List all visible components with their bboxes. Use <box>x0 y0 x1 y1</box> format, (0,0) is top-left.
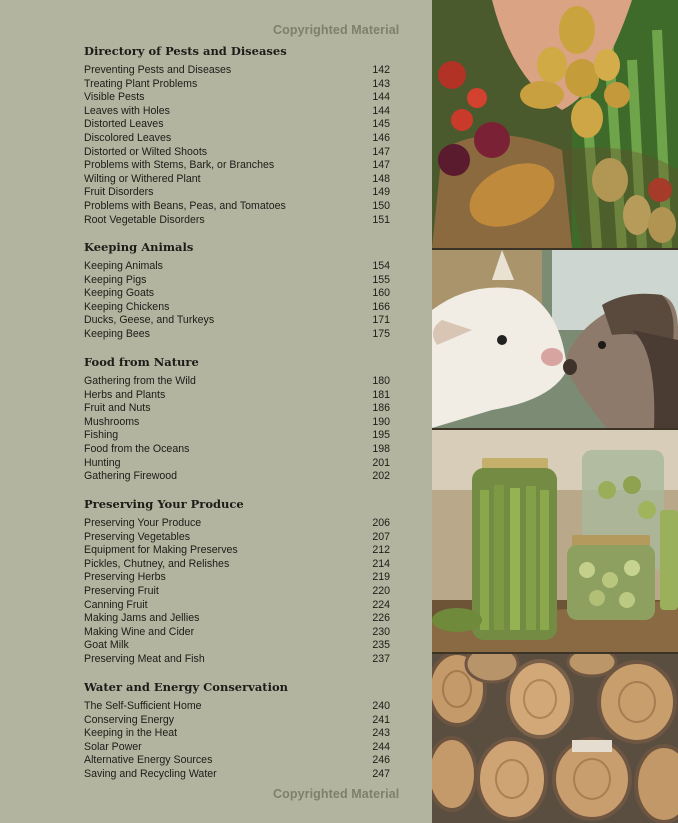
toc-entry[interactable] <box>84 64 390 78</box>
toc-entry[interactable] <box>84 287 390 301</box>
toc-entry[interactable] <box>84 626 390 640</box>
toc-entry-page-number: 244 <box>372 740 390 753</box>
toc-entry-page-number: 247 <box>372 767 390 780</box>
toc-entry[interactable] <box>84 531 390 545</box>
toc-entry-title: Making Wine and Cider <box>84 625 195 638</box>
toc-entry-title: Equipment for Making Preserves <box>84 544 238 557</box>
toc-entry-page-number: 243 <box>372 727 390 740</box>
toc-entry-page-number: 142 <box>372 64 390 76</box>
toc-entry-title: Keeping Bees <box>84 327 150 340</box>
toc-entry-title: Goat Milk <box>84 639 129 652</box>
toc-entry-title: Treating Plant Problems <box>84 77 198 90</box>
section-pests-diseases <box>84 44 390 227</box>
toc-entry[interactable] <box>84 105 390 119</box>
section-heading: Preserving Your Produce <box>84 497 244 511</box>
toc-entry-page-number: 186 <box>372 402 390 415</box>
toc-entry[interactable] <box>84 457 390 471</box>
toc-entry-page-number: 145 <box>372 118 390 131</box>
toc-entry-page-number: 180 <box>372 375 390 387</box>
toc-entry-title: Gathering from the Wild <box>84 375 196 387</box>
toc-entry-page-number: 219 <box>372 571 390 584</box>
section-water-energy <box>84 680 390 782</box>
toc-entry-page-number: 155 <box>372 273 390 286</box>
toc-entry-page-number: 202 <box>372 470 390 483</box>
toc-entry-title: Gathering Firewood <box>84 470 178 483</box>
toc-entry-page-number: 146 <box>372 131 390 144</box>
goats-photo <box>432 250 678 428</box>
toc-entry-page-number: 190 <box>372 415 390 428</box>
toc-entry[interactable] <box>84 214 390 228</box>
toc-entry-title: Herbs and Plants <box>84 388 166 401</box>
toc-entry-title: Problems with Beans, Peas, and Tomatoes <box>84 199 286 212</box>
section-keeping-animals <box>84 240 390 342</box>
toc-entry[interactable] <box>84 470 390 484</box>
toc-entry-title: Conserving Energy <box>84 713 175 726</box>
toc-entry[interactable] <box>84 402 390 416</box>
photo-column <box>432 0 678 823</box>
toc-entry-page-number: 195 <box>372 429 390 442</box>
toc-entry-page-number: 181 <box>372 388 390 401</box>
toc-entry[interactable] <box>84 571 390 585</box>
toc-entry-page-number: 235 <box>372 639 390 652</box>
toc-entry[interactable] <box>84 260 390 274</box>
toc-entry[interactable] <box>84 159 390 173</box>
toc-entry-page-number: 240 <box>372 700 390 712</box>
toc-entry-title: Food from the Oceans <box>84 442 190 455</box>
toc-entry[interactable] <box>84 639 390 653</box>
toc-entry-title: Fruit Disorders <box>84 186 154 199</box>
toc-entry[interactable] <box>84 429 390 443</box>
toc-entry[interactable] <box>84 443 390 457</box>
toc-entry-title: Root Vegetable Disorders <box>84 213 205 226</box>
toc-entry-page-number: 224 <box>372 598 390 611</box>
toc-entry-page-number: 207 <box>372 530 390 543</box>
toc-entry[interactable] <box>84 389 390 403</box>
toc-entry-page-number: 241 <box>372 713 390 726</box>
toc-entry-title: Leaves with Holes <box>84 104 170 117</box>
toc-entry-title: Canning Fruit <box>84 598 148 611</box>
toc-entry[interactable] <box>84 517 390 531</box>
toc-entry[interactable] <box>84 328 390 342</box>
toc-entry-page-number: 147 <box>372 159 390 172</box>
toc-entry[interactable] <box>84 653 390 667</box>
toc-entry-title: Saving and Recycling Water <box>84 767 217 780</box>
toc-entry[interactable] <box>84 78 390 92</box>
toc-entry-title: Preserving Meat and Fish <box>84 652 205 665</box>
toc-entry-title: Preserving Herbs <box>84 571 166 584</box>
toc-entry-title: Preserving Fruit <box>84 584 159 597</box>
toc-entry-page-number: 214 <box>372 557 390 570</box>
toc-entry-title: Wilting or Withered Plant <box>84 172 201 185</box>
toc-entry[interactable] <box>84 754 390 768</box>
copyright-watermark-top: Copyrighted Material <box>273 23 400 37</box>
toc-entry[interactable] <box>84 599 390 613</box>
toc-entry[interactable] <box>84 416 390 430</box>
toc-entry-title: Keeping Pigs <box>84 273 147 286</box>
section-heading: Water and Energy Conservation <box>84 680 289 694</box>
section-heading: Food from Nature <box>84 355 199 369</box>
pickles-photo <box>432 430 678 652</box>
toc-entry-page-number: 230 <box>372 625 390 638</box>
toc-entry-title: Preserving Vegetables <box>84 530 191 543</box>
toc-entry[interactable] <box>84 118 390 132</box>
toc-entry-title: Fruit and Nuts <box>84 402 151 415</box>
toc-entry-title: Distorted Leaves <box>84 118 164 131</box>
toc-entry-title: Visible Pests <box>84 91 145 104</box>
copyright-watermark-bottom: Copyrighted Material <box>273 787 400 801</box>
toc-entry-page-number: 144 <box>372 104 390 117</box>
toc-entry[interactable] <box>84 612 390 626</box>
toc-entry-title: Keeping Chickens <box>84 300 170 313</box>
toc-entry-page-number: 148 <box>372 172 390 185</box>
section-food-from-nature <box>84 355 390 484</box>
toc-entry-page-number: 147 <box>372 145 390 158</box>
toc-entry-title: The Self-Sufficient Home <box>84 700 202 712</box>
toc-entry[interactable] <box>84 301 390 315</box>
toc-entry-page-number: 212 <box>372 544 390 557</box>
toc-entry-title: Making Jams and Jellies <box>84 612 200 625</box>
toc-entry-page-number: 160 <box>372 287 390 300</box>
toc-entry-title: Keeping Goats <box>84 287 155 300</box>
toc-entry-page-number: 166 <box>372 300 390 313</box>
toc-entry-page-number: 143 <box>372 77 390 90</box>
toc-entry-title: Preserving Your Produce <box>84 517 202 529</box>
toc-entry-title: Distorted or Wilted Shoots <box>84 145 208 158</box>
toc-entry-page-number: 144 <box>372 91 390 104</box>
toc-entry[interactable] <box>84 585 390 599</box>
toc-entry[interactable] <box>84 375 390 389</box>
toc-entry[interactable] <box>84 173 390 187</box>
toc-entry[interactable] <box>84 714 390 728</box>
toc-entry-title: Keeping in the Heat <box>84 727 178 740</box>
section-preserving-produce <box>84 497 390 667</box>
toc-entry-page-number: 206 <box>372 517 390 529</box>
toc-entry[interactable] <box>84 200 390 214</box>
firewood-photo <box>432 654 678 823</box>
toc-entry[interactable] <box>84 544 390 558</box>
toc-entry-page-number: 149 <box>372 186 390 199</box>
toc-entry[interactable] <box>84 727 390 741</box>
toc-entry[interactable] <box>84 558 390 572</box>
toc-entry[interactable] <box>84 768 390 782</box>
toc-entry-page-number: 198 <box>372 442 390 455</box>
toc-entry-page-number: 171 <box>372 314 390 327</box>
toc-entry[interactable] <box>84 186 390 200</box>
section-heading: Directory of Pests and Diseases <box>84 44 287 58</box>
toc-entry-page-number: 226 <box>372 612 390 625</box>
toc-entry[interactable] <box>84 741 390 755</box>
toc-entry-title: Keeping Animals <box>84 260 163 272</box>
toc-entry-title: Solar Power <box>84 740 142 753</box>
toc-entry-page-number: 154 <box>372 260 390 272</box>
toc-entry[interactable] <box>84 146 390 160</box>
toc-entry-title: Mushrooms <box>84 415 140 428</box>
toc-entry[interactable] <box>84 91 390 105</box>
toc-entry-title: Ducks, Geese, and Turkeys <box>84 314 215 327</box>
toc-entry-page-number: 237 <box>372 652 390 665</box>
toc-entry-title: Preventing Pests and Diseases <box>84 64 232 76</box>
toc-entry[interactable] <box>84 132 390 146</box>
toc-entry-page-number: 220 <box>372 584 390 597</box>
toc-entry-title: Alternative Energy Sources <box>84 754 213 767</box>
toc-entry-title: Problems with Stems, Bark, or Branches <box>84 159 275 172</box>
toc-entry[interactable] <box>84 274 390 288</box>
toc-entry-title: Pickles, Chutney, and Relishes <box>84 557 230 570</box>
toc-entry[interactable] <box>84 314 390 328</box>
toc-entry-title: Fishing <box>84 429 119 442</box>
toc-entry-title: Hunting <box>84 456 121 469</box>
toc-entry-page-number: 151 <box>372 213 390 226</box>
toc-entry-page-number: 150 <box>372 199 390 212</box>
vegetables-photo <box>432 0 678 248</box>
section-heading: Keeping Animals <box>84 240 194 254</box>
toc-entry-page-number: 246 <box>372 754 390 767</box>
toc-entry-page-number: 175 <box>372 327 390 340</box>
toc-entry-title: Discolored Leaves <box>84 131 172 144</box>
toc-entry[interactable] <box>84 700 390 714</box>
toc-entry-page-number: 201 <box>372 456 390 469</box>
